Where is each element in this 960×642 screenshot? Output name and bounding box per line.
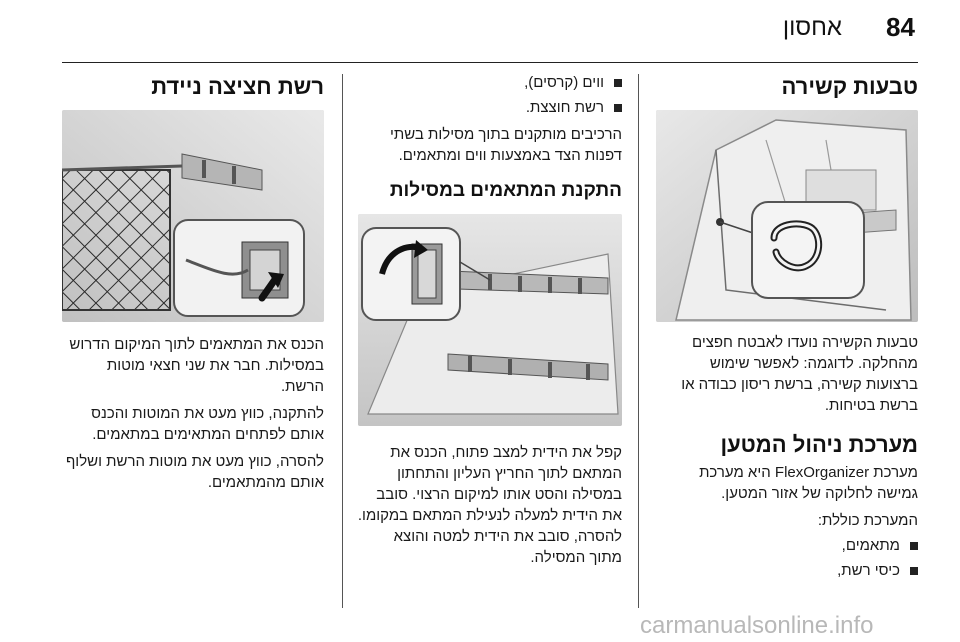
tie-down-rings-title: טבעות קשירה: [781, 74, 918, 99]
list-item: רשת חוצצת.: [350, 97, 622, 118]
tie-down-text-line-4: ברשת בטיחות.: [824, 397, 918, 414]
bullet-square-icon: [910, 542, 918, 550]
net-text-line-2: במסילות. חבר את שני חצאי מוטות הרשת.: [106, 357, 324, 395]
partition-net-illustration: [62, 110, 324, 322]
tie-down-text-line-3: ברצועות קשירה, ברשת ריסון כבודה או: [681, 376, 918, 393]
tie-down-text-line-1: טבעות הקשירה נועדו לאבטח חפצים: [691, 334, 918, 351]
section-title: אחסון: [782, 14, 842, 41]
column-adapters: [350, 72, 622, 568]
adapter-text-line-4: את הידית למעלה לנעילת המתאם במקומו.: [357, 507, 622, 524]
column-partition-net: [62, 72, 324, 493]
net-install-line-1: להתקנה, כווץ מעט את המוטות והכנס: [91, 405, 324, 422]
bullet-square-icon: [910, 567, 918, 575]
cargo-management-title: מערכת ניהול המטען: [720, 432, 918, 457]
partition-net-title: רשת חציצה ניידת: [151, 74, 324, 99]
cargo-ring-illustration: [656, 110, 918, 322]
tie-down-text-line-2: מהחלקה. לדוגמה: לאפשר שימוש: [709, 355, 918, 372]
net-install-line-2: אותם לפתחים המתאימים במתאמים.: [92, 426, 324, 443]
adapter-installation-title: התקנת המתאמים במסילות: [389, 180, 622, 201]
components-text-line-1: הרכיבים מותקנים בתוך מסילות בשתי: [389, 126, 622, 143]
adapter-rail-illustration: [358, 214, 622, 426]
watermark: carmanualsonline.info: [640, 612, 874, 639]
adapter-installation-figure: [358, 214, 622, 426]
adapter-text-line-2: המתאם לתוך החריץ העליון והתחתון: [397, 465, 622, 482]
list-item: ווים (קרסים),: [350, 72, 622, 93]
adapter-text-line-6: מתוך המסילה.: [530, 549, 622, 566]
column-divider-left: [342, 74, 343, 608]
net-text-line-1: הכנס את המתאמים לתוך המיקום הדרוש: [69, 336, 324, 353]
flexorganizer-text-line-2: גמישה לחלוקה של אזור המטען.: [721, 485, 918, 502]
flexorganizer-text-line-1: מערכת FlexOrganizer היא מערכת: [699, 464, 918, 481]
column-divider-right: [638, 74, 639, 608]
tie-down-ring-figure: [656, 110, 918, 322]
list-item: מתאמים,: [646, 535, 918, 556]
bullet-square-icon: [614, 79, 622, 87]
column-tie-down-rings: [646, 72, 918, 581]
components-text-line-2: דפנות הצד באמצעות ווים ומתאמים.: [398, 147, 622, 164]
adapter-text-line-5: להסרה, סובב את הידית למטה והוצא: [393, 528, 622, 545]
list-item: כיסי רשת,: [646, 560, 918, 581]
adapter-text-line-1: קפל את הידית למצב פתוח, הכנס את: [390, 444, 622, 461]
page-number: 84: [886, 12, 915, 42]
net-remove-line-1: להסרה, כווץ מעט את מוטות הרשת ושלוף: [65, 453, 324, 470]
header-rule: [62, 62, 918, 63]
system-includes-label: המערכת כוללת:: [817, 512, 918, 529]
partition-net-figure: [62, 110, 324, 322]
net-remove-line-2: אותם מהמתאמים.: [207, 474, 324, 491]
adapter-text-line-3: במסילה והסט אותו למיקום הרצוי. סובב: [376, 486, 622, 503]
bullet-square-icon: [614, 104, 622, 112]
